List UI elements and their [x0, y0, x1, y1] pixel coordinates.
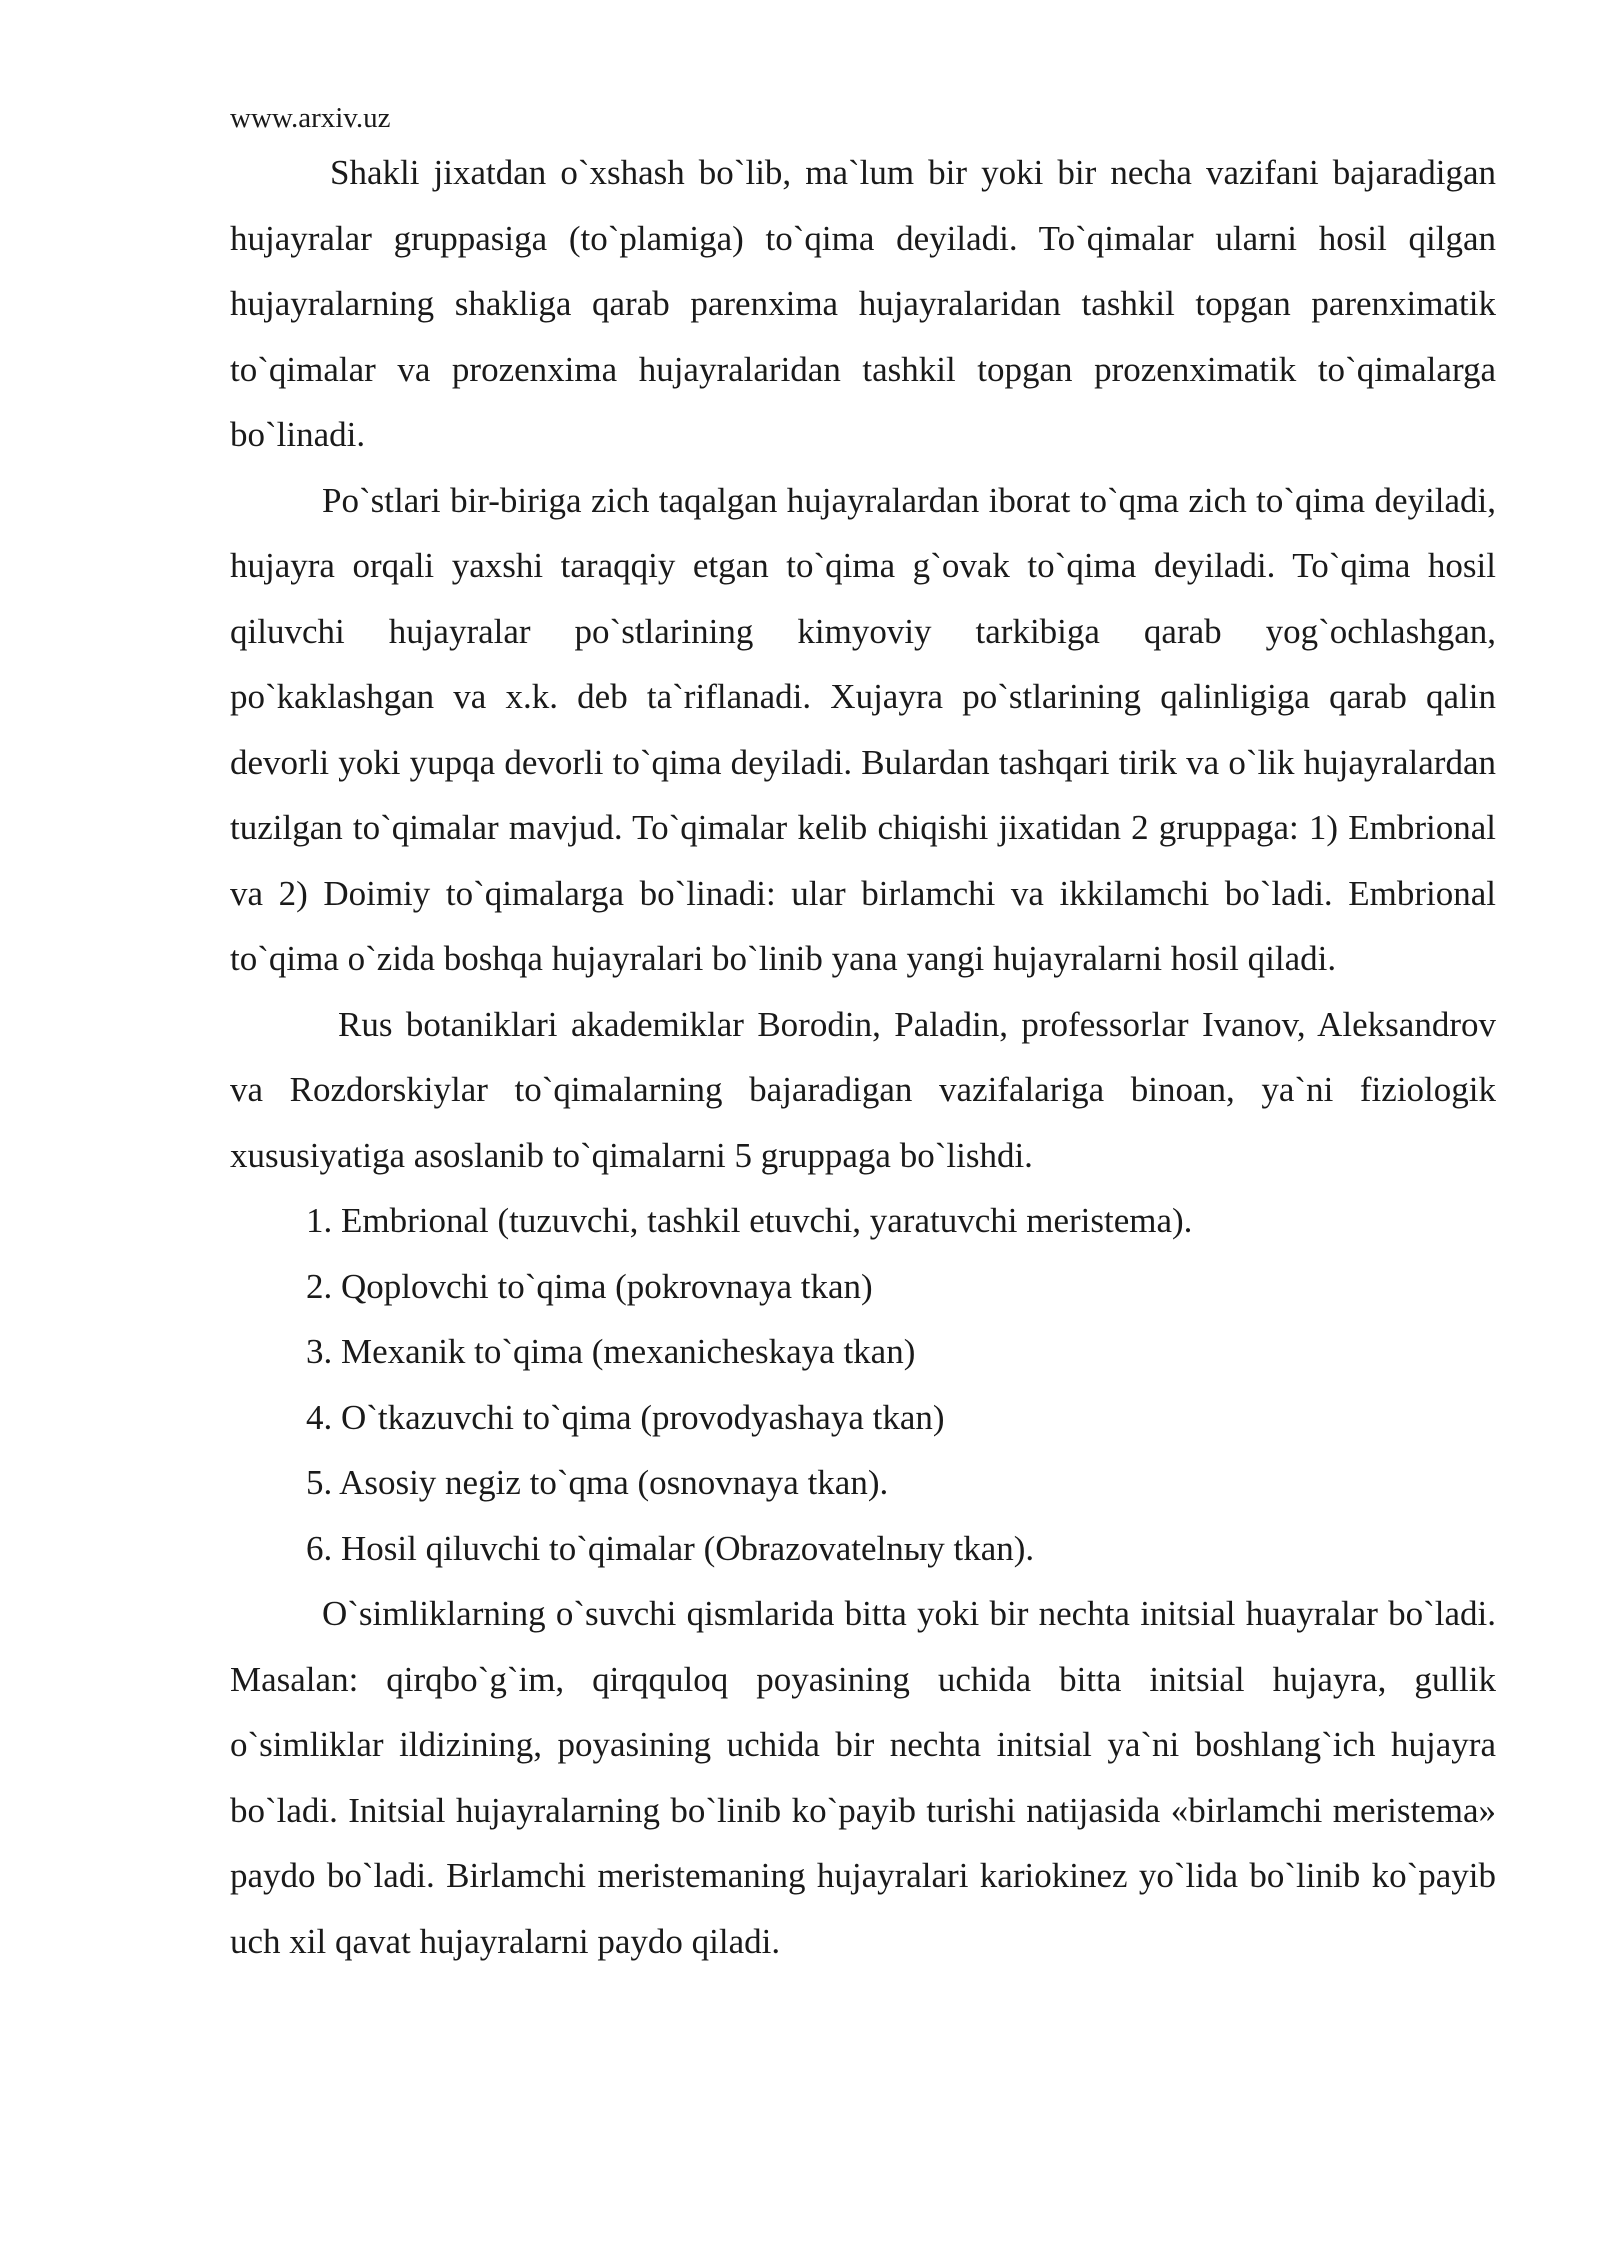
header-url: www.arxiv.uz [230, 102, 391, 134]
paragraph-tissue-definition: Shakli jixatdan o`xshash bo`lib, ma`lum bir yoki bir necha vazifani bajaradigan hujayralar gruppasiga (to`plamiga) to`qima deyiladi. To`qimalar ularni hosil qilgan hujayralarning shakliga qarab parenxima hujayralaridan tashkil topgan parenximatik to`qimalar va prozenxima hujayralaridan tashkil topgan prozenximatik to`qimalarga bo`linadi. [230, 153, 1496, 454]
paragraph-dense-tissue: Po`stlari bir-biriga zich taqalgan hujayralardan iborat to`qma zich to`qima deyiladi, hujayra orqali yaxshi taraqqiy etgan to`qima g`ovak to`qima deyiladi. To`qima hosil qiluvchi hujayralar po`stlarining kimyoviy tarkibiga qarab yog`ochlashgan, po`kaklashgan va x.k. deb ta`riflanadi. Xujayra po`stlarining qalinligiga qarab qalin devorli yoki yupqa devorli to`qima deyiladi. Bulardan tashqari tirik va o`lik hujayralardan tuzilgan to`qimalar mavjud. To`qimalar kelib chiqishi jixatidan 2 gruppaga: 1) Embrional va 2) Doimiy to`qimalarga bo`linadi: ular birlamchi va ikkilamchi bo`ladi. Embrional to`qima o`zida boshqa hujayralari bo`linib yana yangi hujayralarni hosil qiladi. [230, 480, 1496, 978]
document-page [230, 96, 1496, 1974]
list-item: 4. O`tkazuvchi to`qima (provodyashaya tkan) [306, 1397, 945, 1437]
tissue-group-list [230, 1188, 1496, 1581]
list-item: 2. Qoplovchi to`qima (pokrovnaya tkan) [306, 1266, 873, 1306]
list-item: 1. Embrional (tuzuvchi, tashkil etuvchi, yaratuvchi meristema). [306, 1201, 1193, 1240]
paragraph-initial-cells: O`simliklarning o`suvchi qismlarida bitta yoki bir nechta initsial huayralar bo`ladi. Masalan: qirqbo`g`im, qirqquloq poyasining uchida bitta initsial hujayra, gullik o`simliklar ildizining, poyasining uchida bir nechta initsial ya`ni boshlang`ich hujayra bo`ladi. Initsial hujayralarning bo`linib ko`payib turishi natijasida «birlamchi meristema» paydo bo`ladi. Birlamchi meristemaning hujayralari kariokinez yo`lida bo`linib ko`payib uch xil qavat hujayralarni paydo qiladi. [230, 1594, 1496, 1961]
list-item: 5. Asosiy negiz to`qma (osnovnaya tkan). [306, 1463, 889, 1502]
paragraph-tissue-groups: Rus botaniklari akademiklar Borodin, Paladin, professorlar Ivanov, Aleksandrov va Rozdorskiylar to`qimalarning bajaradigan vazifalariga binoan, ya`ni fiziologik xususiyatiga asoslanib to`qimalarni 5 gruppaga bo`lishdi. [230, 1004, 1496, 1175]
list-item: 3. Mexanik to`qima (mexanicheskaya tkan) [306, 1332, 916, 1371]
list-item: 6. Hosil qiluvchi to`qimalar (Obrazovatelnыy tkan). [306, 1528, 1035, 1568]
